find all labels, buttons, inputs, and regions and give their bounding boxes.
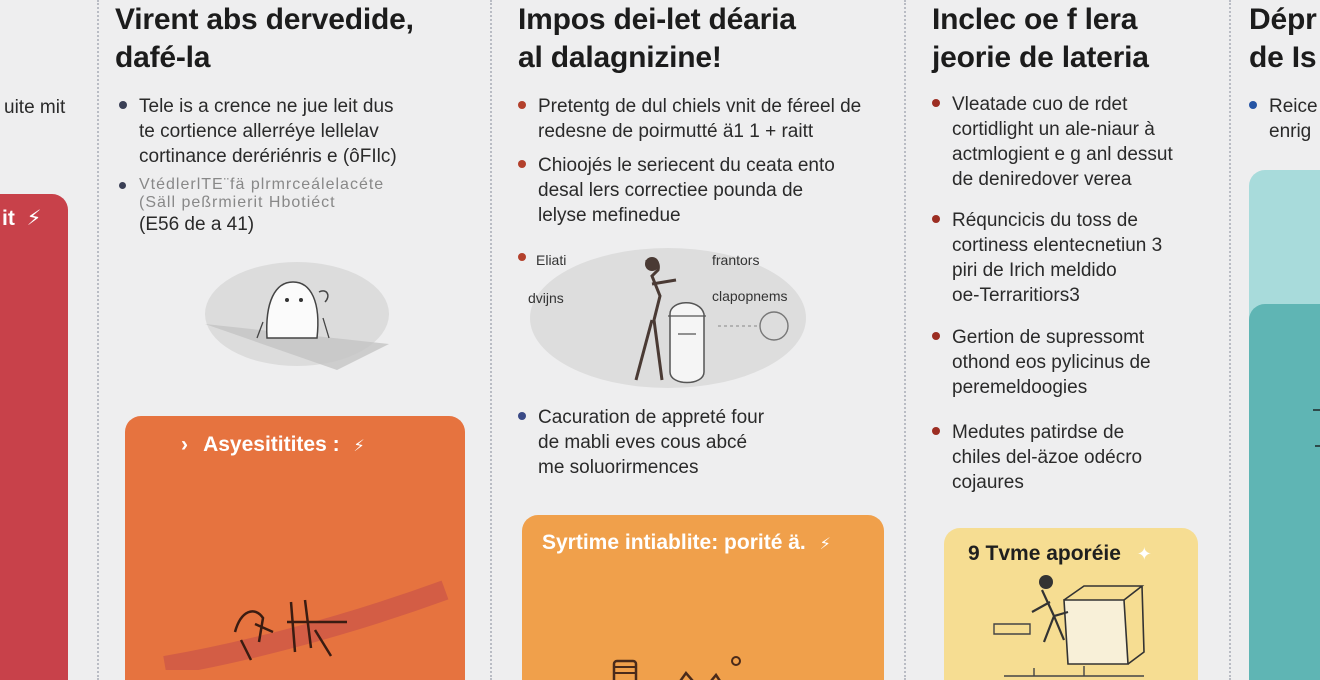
title-line-1: Dépr (1249, 3, 1317, 36)
bullet-text: uite mit (4, 97, 66, 118)
title-line-1: Virent abs dervedide, (115, 3, 414, 36)
chevron-right-icon: › (181, 433, 188, 456)
title-line-2: dafé-la (115, 41, 211, 74)
jar-illustration (606, 653, 746, 680)
bullet-line: Reice (1269, 96, 1318, 117)
bullet-item (518, 405, 898, 480)
card-amber (522, 515, 884, 680)
bullet-dot-icon (1249, 101, 1257, 109)
bullet-item (1249, 94, 1320, 144)
bullet-line: Gertion de supressomt (952, 327, 1145, 348)
card-title: 9 Tvme aporéie (968, 542, 1121, 565)
bullet-item (518, 94, 898, 144)
bullet-line: chiles del-äzoe odécro (952, 447, 1143, 468)
bullet-line: piri de Irich meldido (952, 260, 1117, 281)
column-title (518, 1, 796, 77)
sketch-illustration (197, 252, 397, 372)
bullet-item (518, 153, 898, 228)
bullet-item (932, 420, 1228, 495)
bullet-item (932, 92, 1228, 192)
bullet-line: cortinance derériénris e (ôFIlc) (139, 146, 397, 167)
sketch-label: frantors (712, 252, 760, 268)
column-title (115, 1, 414, 77)
sparkle-icon: ⚡ (26, 207, 42, 230)
bullet-dot-icon (119, 101, 127, 109)
figures-illustration (155, 570, 455, 670)
title-line-2: al dalagnizine! (518, 41, 722, 74)
bullet-line: cortidlight un ale-niaur à (952, 119, 1155, 140)
sparkle-icon: ✦ (1136, 544, 1152, 564)
column-0 (0, 0, 96, 680)
card-teal (1249, 304, 1320, 680)
bullet-item (4, 95, 96, 120)
bullet-line: oe-Terraritiors3 (952, 285, 1080, 306)
bullet-dot-icon (932, 99, 940, 107)
column-2 (492, 0, 902, 680)
bullet-dot-icon (932, 427, 940, 435)
bullet-dot-icon (518, 412, 526, 420)
bullet-dot-icon (518, 253, 526, 261)
bullet-item (119, 94, 479, 169)
column-3 (906, 0, 1228, 680)
sketch-label: Eliati (536, 252, 567, 268)
bullet-line: enrig (1269, 121, 1312, 142)
bullet-line: (E56 de a 41) (139, 214, 255, 235)
sketch-label: clapopnems (712, 288, 788, 304)
card-red (0, 194, 68, 680)
person-robot-illustration (528, 240, 808, 390)
column-1 (99, 0, 489, 680)
bullet-line: Cacuration de appreté four (538, 407, 765, 428)
column-title (932, 1, 1149, 77)
bullet-line: Chioojés le seriecent du ceata ento (538, 155, 835, 176)
bullet-line: peremeldoogies (952, 377, 1088, 398)
bullet-item (932, 208, 1228, 308)
bullet-line: Medutes patirdse de (952, 422, 1125, 443)
bullet-dot-icon (518, 160, 526, 168)
bullet-line: Réquncicis du toss de (952, 210, 1138, 231)
garbled-line: VtédlerlTE¨fä plrmrceálelacéte (139, 176, 385, 193)
bullet-line: desal lers correctiee pounda de (538, 180, 804, 201)
bullet-line: Pretentg de dul chiels vnit de féreel de (538, 96, 862, 117)
bullet-dot-icon (119, 182, 126, 189)
bullet-line: Vleatade cuo de rdet (952, 94, 1128, 115)
bullet-line: redesne de poirmutté ä1 1 + raitt (538, 121, 814, 142)
bullet-dot-icon (518, 101, 526, 109)
garbled-line: (Säll peßrmierit Hbotiéct (139, 194, 336, 211)
bullet-line: Tele is a crence ne jue leit dus (139, 96, 394, 117)
figure-illustration (1303, 390, 1320, 450)
bullet-line: de mabli eves cous abcé (538, 432, 748, 453)
sparkle-icon: ⚡ (353, 438, 365, 455)
bullet-item-garbled (119, 176, 479, 238)
card-orange (125, 416, 465, 680)
title-line-1: Impos dei-let déaria (518, 3, 796, 36)
bullet-line: te cortience allerréye lellelav (139, 121, 379, 142)
bullet-line: lelyse mefinedue (538, 205, 681, 226)
bullet-line: cortiness elentecnetiun 3 (952, 235, 1163, 256)
bullet-line: me soluorirmences (538, 457, 699, 478)
bullet-line: othond eos pylicinus de (952, 352, 1151, 373)
card-title: Asyesititites : (203, 433, 340, 456)
column-4 (1231, 0, 1320, 680)
sparkle-icon: ⚡ (819, 536, 831, 553)
bullet-item (932, 325, 1228, 400)
bullet-line: actmlogient e g anl dessut (952, 144, 1173, 165)
card-yellow (944, 528, 1198, 680)
box-worker-illustration (984, 572, 1164, 680)
title-line-2: de Is (1249, 41, 1317, 74)
bullet-line: de deniredover verea (952, 169, 1132, 190)
bullet-dot-icon (932, 215, 940, 223)
title-line-2: jeorie de lateria (932, 41, 1149, 74)
ghost-figure-illustration (197, 252, 397, 372)
sketch-label: dvijns (528, 290, 564, 306)
card-title: Syrtime intiablite: porité ä. (542, 531, 806, 554)
bullet-dot-icon (932, 332, 940, 340)
card-title: it (2, 207, 15, 230)
bullet-line: cojaures (952, 472, 1024, 493)
title-line-1: Inclec oe f lera (932, 3, 1138, 36)
column-title (1249, 1, 1317, 77)
sketch-illustration (528, 240, 808, 390)
